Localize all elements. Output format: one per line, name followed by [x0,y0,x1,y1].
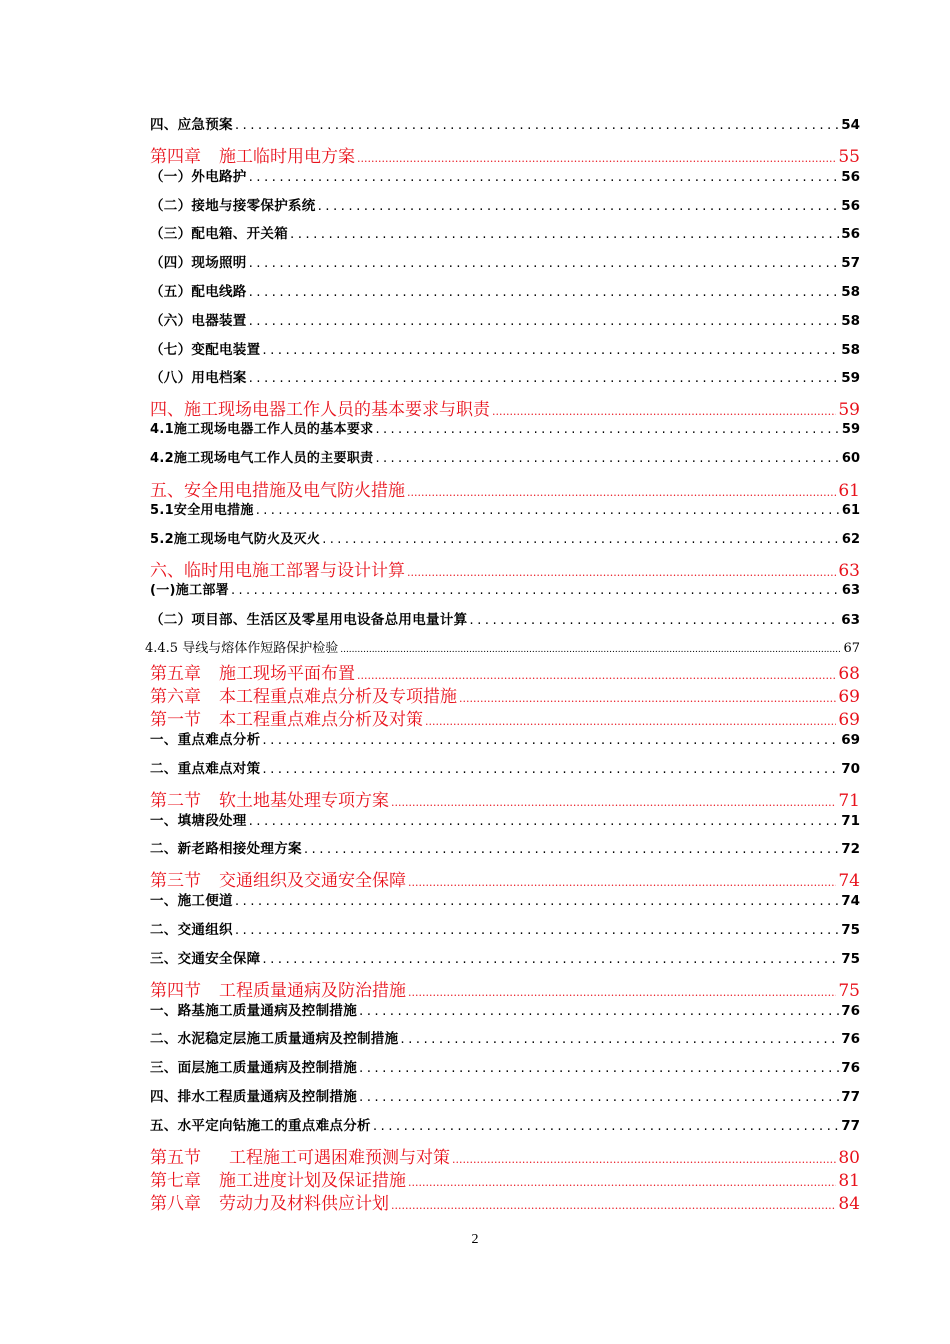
toc-leader-dots [408,876,836,889]
toc-entry-page: 56 [841,197,860,214]
toc-leader-dots [469,612,839,628]
toc-entry-title: （一）外电路护 [150,168,247,185]
toc-entry-page: 63 [841,612,860,629]
toc-entry-page: 69 [838,686,860,707]
toc-leader-dots [391,1199,836,1212]
toc-entry-page: 80 [838,1147,860,1168]
toc-entry-page: 60 [841,450,860,466]
toc-section-number: 第二节 [150,790,201,811]
toc-entry-title: (一)施工部署 [150,583,229,599]
toc-entry-title: （六）电器装置 [150,312,247,329]
toc-section-heading[interactable] [150,556,860,582]
toc-leader-dots [304,841,839,857]
toc-entry-page: 75 [838,980,860,1001]
toc-entry[interactable] [150,809,860,838]
toc-entry-page: 58 [841,312,860,329]
toc-entry-title: 4.1施工现场电器工作人员的基本要求 [150,422,374,438]
toc-entry[interactable] [150,113,860,142]
toc-entry-page: 74 [841,893,860,910]
toc-entry-page: 69 [841,731,860,748]
toc-entry-page: 68 [838,663,860,684]
toc-leader-dots [290,226,839,242]
toc-entry-title: 二、重点难点对策 [150,760,261,777]
toc-entry[interactable] [150,579,860,608]
toc-leader-dots [262,732,839,748]
toc-entry[interactable] [150,608,860,637]
toc-entry-page: 61 [838,480,860,501]
toc-leader-dots [359,1089,839,1105]
toc-section-title: 本工程重点难点分析及对策 [219,709,423,730]
toc-leader-dots [318,198,840,214]
toc-chapter-number: 第八章 [150,1193,201,1214]
toc-leader-dots [407,486,836,499]
toc-entry[interactable] [150,889,860,918]
toc-entry-page: 75 [841,921,860,938]
toc-leader-dots [322,532,840,547]
toc-entry-title: 四、排水工程质量通病及控制措施 [150,1088,357,1105]
toc-entry[interactable] [150,1085,860,1114]
toc-entry-page: 70 [841,760,860,777]
toc-leader-dots [249,169,840,185]
toc-entry-title: 一、施工便道 [150,893,233,910]
toc-entry-page: 76 [841,1002,860,1019]
toc-leader-dots [459,692,836,705]
toc-entry-page: 75 [841,950,860,967]
toc-leader-dots [359,1003,839,1019]
toc-leader-dots [452,1153,836,1166]
toc-entry-page: 72 [841,841,860,858]
toc-entry-page: 54 [841,117,860,133]
toc-entry[interactable] [150,418,860,447]
toc-leader-dots [262,342,839,358]
toc-entry-page: 77 [841,1088,860,1105]
toc-leader-dots [375,422,839,437]
toc-section-number: 第五节 [150,1147,201,1168]
toc-entry-page: 62 [841,531,860,547]
toc-entry[interactable] [150,165,860,194]
toc-entry[interactable] [150,1027,860,1056]
toc-entry-title: 一、重点难点分析 [150,731,261,748]
toc-entry-page: 71 [838,790,860,811]
toc-entry-title: 四、应急预案 [150,117,233,133]
toc-entry-page: 59 [841,370,860,387]
toc-leader-dots [235,117,839,133]
toc-chapter-heading[interactable] [150,142,860,165]
toc-entry-title: 二、水泥稳定层施工质量通病及控制措施 [150,1031,399,1048]
toc-entry-title: 六、临时用电施工部署与设计计算 [150,561,405,582]
toc-entry-title: （四）现场照明 [150,255,247,272]
toc-leader-dots [249,255,840,271]
toc-leader-dots [425,715,836,728]
toc-entry-page: 81 [838,1170,860,1191]
toc-entry-page: 84 [838,1193,860,1214]
toc-leader-dots [249,284,840,300]
toc-chapter-number: 第六章 [150,686,201,707]
toc-entry[interactable] [150,338,860,367]
toc-chapter-heading[interactable] [150,1189,860,1212]
toc-entry[interactable] [150,194,860,223]
toc-section-heading[interactable] [150,1143,860,1166]
toc-entry-title: 四、施工现场电器工作人员的基本要求与职责 [150,400,490,421]
toc-entry-title: 三、面层施工质量通病及控制措施 [150,1060,357,1077]
toc-entry-title: 三、交通安全保障 [150,950,261,967]
toc-leader-dots [256,503,840,518]
toc-section-heading[interactable] [150,476,860,499]
toc-entry[interactable] [150,757,860,786]
toc-entry-page: 61 [841,502,860,518]
toc-entry[interactable] [150,309,860,338]
toc-leader-dots [235,893,839,909]
toc-entry-title: 一、路基施工质量通病及控制措施 [150,1002,357,1019]
toc-leader-dots [262,951,839,967]
toc-entry-small[interactable] [145,637,860,659]
toc-leader-dots [249,813,840,829]
toc-entry-page: 59 [838,400,860,421]
toc-entry-page: 76 [841,1060,860,1077]
toc-entry-page: 55 [838,146,860,167]
toc-section-number: 第三节 [150,871,201,892]
toc-chapter-title: 劳动力及材料供应计划 [219,1193,389,1214]
toc-entry[interactable] [150,837,860,866]
toc-entry[interactable] [150,918,860,947]
toc-section-title: 工程质量通病及防治措施 [219,980,406,1001]
toc-leader-dots [400,1031,839,1047]
toc-entry[interactable] [150,528,860,557]
toc-entry-page: 56 [841,226,860,243]
toc-chapter-title: 施工进度计划及保证措施 [219,1170,406,1191]
toc-entry-page: 71 [841,812,860,829]
toc-leader-dots [391,796,836,809]
toc-entry[interactable] [150,1114,860,1143]
toc-chapter-heading[interactable] [150,1166,860,1189]
toc-entry[interactable] [150,999,860,1028]
toc-entry-page: 56 [841,168,860,185]
toc-chapter-number: 第四章 [150,146,201,167]
toc-leader-dots [249,313,840,329]
toc-entry[interactable] [150,1056,860,1085]
toc-entry-title: （二）接地与接零保护系统 [150,197,316,214]
toc-entry-page: 59 [841,422,860,438]
toc-section-heading[interactable] [150,976,860,999]
toc-entry-title: 5.1安全用电措施 [150,502,254,518]
toc-leader-dots [407,566,836,579]
toc-chapter-title: 本工程重点难点分析及专项措施 [219,686,457,707]
toc-leader-dots [492,405,836,418]
toc-chapter-number: 第七章 [150,1170,201,1191]
toc-leader-dots [357,669,836,682]
toc-entry[interactable] [150,366,860,395]
toc-entry-title: （七）变配电装置 [150,341,261,358]
toc-entry-page: 76 [841,1031,860,1048]
toc-entry[interactable] [150,280,860,309]
toc-entry-title: （八）用电档案 [150,370,247,387]
toc-chapter-heading[interactable] [150,682,860,705]
toc-leader-dots [235,922,839,938]
toc-entry[interactable] [150,499,860,528]
toc-entry[interactable] [150,447,860,476]
toc-entry[interactable] [150,947,860,976]
toc-leader-dots [357,152,836,165]
toc-chapter-title: 施工临时用电方案 [219,146,355,167]
toc-leader-dots [359,1060,839,1076]
toc-section-heading[interactable] [150,705,860,728]
toc-entry-title: 二、新老路相接处理方案 [150,841,302,858]
toc-entry-page: 69 [838,709,860,730]
toc-chapter-number: 第五章 [150,663,201,684]
toc-entry-title: 五、安全用电措施及电气防火措施 [150,480,405,501]
toc-leader-dots [408,986,836,999]
toc-entry-title: （五）配电线路 [150,283,247,300]
toc-entry-page: 58 [841,283,860,300]
toc-entry[interactable] [150,728,860,757]
toc-entry-page: 67 [843,640,860,656]
toc-section-title: 工程施工可遇困难预测与对策 [229,1147,450,1168]
toc-entry[interactable] [150,222,860,251]
toc-entry-title: （三）配电箱、开关箱 [150,226,288,243]
toc-section-heading[interactable] [150,786,860,809]
toc-entry[interactable] [150,251,860,280]
toc-chapter-title: 施工现场平面布置 [219,663,355,684]
toc-section-number: 第四节 [150,980,201,1001]
toc-section-number: 第一节 [150,709,201,730]
toc-entry-title: 4.4.5 导线与熔体作短路保护检验 [145,640,339,656]
toc-entry-title: 二、交通组织 [150,921,233,938]
toc-section-heading[interactable] [150,395,860,421]
toc-entry-title: （二）项目部、生活区及零星用电设备总用电量计算 [150,612,468,629]
toc-section-title: 交通组织及交通安全保障 [219,871,406,892]
toc-entry-title: 4.2施工现场电气工作人员的主要职责 [150,450,374,466]
toc-leader-dots [249,370,840,386]
toc-entry-title: 5.2施工现场电气防火及灭火 [150,531,321,547]
table-of-contents [145,113,860,1214]
toc-entry-page: 57 [841,255,860,272]
toc-entry-title: 一、填塘段处理 [150,812,247,829]
toc-entry-page: 63 [841,583,860,599]
toc-entry-page: 58 [841,341,860,358]
page-number: 2 [471,1232,479,1247]
toc-chapter-heading[interactable] [150,659,860,682]
toc-section-title: 软土地基处理专项方案 [219,790,389,811]
toc-leader-dots [408,1176,836,1189]
toc-leader-dots [375,451,839,466]
toc-section-heading[interactable] [150,866,860,892]
toc-entry-page: 74 [838,871,860,892]
toc-leader-dots [373,1118,839,1134]
toc-leader-dots [231,583,840,598]
toc-entry-page: 63 [838,561,860,582]
toc-entry-title: 五、水平定向钻施工的重点难点分析 [150,1117,371,1134]
toc-leader-dots [340,645,841,655]
toc-entry-page: 77 [841,1117,860,1134]
toc-leader-dots [262,761,839,777]
